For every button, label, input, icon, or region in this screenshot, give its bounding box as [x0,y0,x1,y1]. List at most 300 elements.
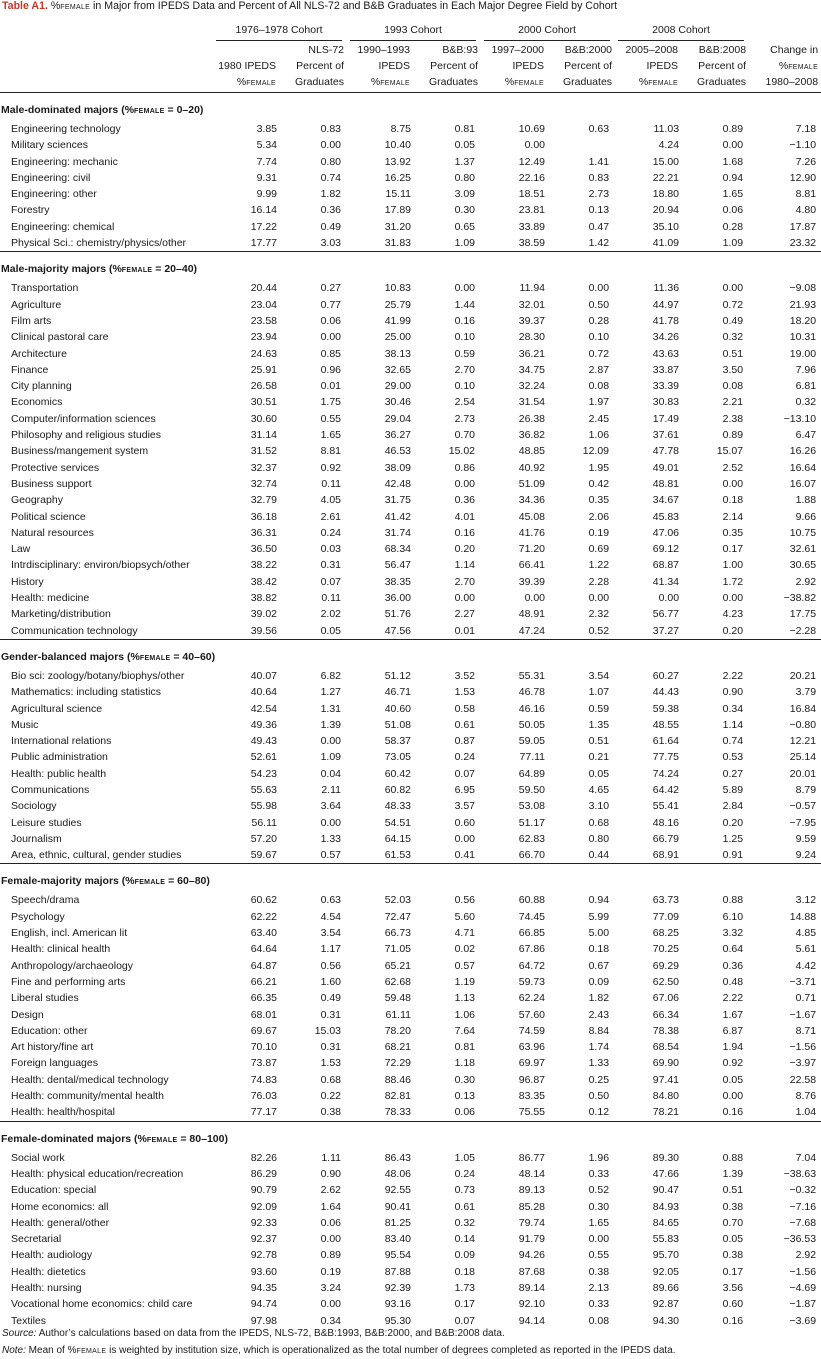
major-name: Physical Sci.: chemistry/physics/other [11,237,187,250]
value-cell: 0.00 [722,592,744,605]
value-cell: 37.61 [652,429,680,442]
value-cell: 0.72 [722,298,744,311]
value-cell: 95.54 [384,1249,411,1262]
major-name: Marketing/distribution [11,608,111,621]
section-header [0,870,821,892]
major-name: Clinical pastoral care [11,331,109,344]
value-cell: 0.49 [722,314,744,327]
value-cell: 47.56 [384,624,411,637]
value-cell: 0.96 [320,363,341,376]
value-cell: 39.37 [518,314,546,327]
change-value: 17.75 [789,608,817,621]
value-cell: 40.92 [518,461,546,474]
value-cell: 0.20 [454,543,476,556]
header-cell: %female [480,74,548,93]
value-cell: 40.60 [384,702,411,715]
value-cell: 69.29 [652,959,680,972]
table-row [0,1104,821,1121]
value-cell: 1.37 [454,155,476,168]
value-cell: 0.61 [454,1200,476,1213]
table-body [0,93,821,1329]
value-cell: 0.05 [722,1233,744,1246]
value-cell: 69.67 [250,1024,277,1037]
value-cell: 89.30 [652,1151,680,1164]
table-row [0,1023,821,1039]
major-name: Mathematics: including statistics [11,686,161,699]
value-cell: 90.47 [652,1184,680,1197]
value-cell: 0.36 [454,494,476,507]
value-cell: 1.25 [722,832,744,845]
table-row [0,925,821,941]
change-value: 14.88 [789,910,817,923]
value-cell: 59.50 [518,783,546,796]
value-cell: 2.21 [722,396,744,409]
value-cell: 0.00 [588,592,610,605]
table-row [0,815,821,831]
change-value: 30.65 [789,559,817,572]
major-name: Business/mangement system [11,445,149,458]
major-name: Health: public health [11,767,107,780]
value-cell: 59.48 [384,992,411,1005]
value-cell: 49.36 [250,718,277,731]
header-cell: IPEDS [646,60,679,72]
value-cell: 0.73 [454,1184,476,1197]
value-cell: 0.83 [588,171,610,184]
value-cell: 62.24 [518,992,546,1005]
value-cell: 38.22 [250,559,277,572]
title-text-pre: % [47,0,61,12]
major-name: Communication technology [11,624,138,637]
value-cell: 55.31 [518,669,546,682]
value-cell: 59.73 [518,975,546,988]
major-name: Health: dental/medical technology [11,1073,169,1086]
major-name: Law [11,543,31,556]
value-cell: 0.77 [320,298,341,311]
major-name: Health: clinical health [11,943,111,956]
value-cell: 1.09 [454,237,476,250]
value-cell: 3.09 [454,188,476,201]
value-cell: 30.46 [384,396,411,409]
value-cell: 83.40 [384,1233,411,1246]
value-cell: 1.65 [588,1216,610,1229]
value-cell: 66.35 [250,992,277,1005]
value-cell: 28.30 [518,331,546,344]
table-row [0,121,821,137]
value-cell: 0.16 [454,314,476,327]
change-value: −4.69 [789,1282,817,1294]
value-cell: 0.51 [722,1184,744,1197]
value-cell: 84.93 [652,1200,680,1213]
value-cell: 3.50 [722,363,744,376]
major-name: Agriculture [11,298,62,311]
table-row [0,411,821,427]
source-note [2,1328,505,1339]
value-cell: 1.13 [454,992,476,1005]
value-cell: 56.11 [251,816,277,829]
value-cell: 54.23 [250,767,277,780]
change-value: 22.58 [789,1073,817,1086]
value-cell: 0.44 [588,849,610,862]
major-name: Forestry [11,204,50,217]
value-cell: 0.07 [454,1314,476,1327]
value-cell: 38.13 [384,347,411,360]
value-cell: 2.11 [321,783,341,796]
change-value: −7.16 [789,1200,817,1213]
value-cell: 43.63 [652,347,680,360]
change-value: −3.97 [789,1057,817,1070]
major-name: English, incl. American lit [11,927,128,940]
value-cell: 5.60 [454,910,476,923]
value-cell: 0.00 [658,592,680,605]
table-row [0,492,821,508]
value-cell: 0.30 [454,1073,476,1086]
value-cell: 48.06 [384,1167,411,1180]
note-label: Note: [2,1345,26,1356]
table-row [0,329,821,345]
value-cell: 0.92 [320,461,341,474]
table-row [0,958,821,974]
value-cell: 72.29 [384,1057,411,1070]
value-cell: 62.22 [250,910,277,923]
value-cell: 64.89 [518,767,546,780]
value-cell: 32.37 [250,461,277,474]
value-cell: 7.64 [454,1024,476,1037]
value-cell: 0.92 [722,1057,744,1070]
value-cell: 32.24 [518,380,546,393]
value-cell: 69.90 [652,1057,680,1070]
value-cell: 52.03 [384,894,411,907]
value-cell: 58.37 [384,735,411,748]
value-cell: 79.74 [518,1216,546,1229]
value-cell: 0.81 [454,123,476,135]
change-value: 8.71 [795,1024,817,1037]
value-cell: 92.09 [250,1200,277,1213]
value-cell: 3.56 [722,1282,744,1294]
value-cell: 0.88 [722,894,744,907]
value-cell: 92.78 [250,1249,277,1262]
value-cell: 0.13 [454,1090,476,1103]
change-value: 6.81 [795,380,817,393]
value-cell: 95.30 [384,1314,411,1327]
value-cell: 23.81 [518,204,546,217]
major-name: Communications [11,783,90,796]
header-cell: 2005–2008 [625,44,679,56]
value-cell: 1.96 [588,1151,610,1164]
value-cell: 64.64 [250,943,277,956]
table-row [0,782,821,798]
value-cell: 66.34 [652,1008,680,1021]
table-row [0,154,821,170]
value-cell: 0.19 [320,1265,341,1278]
value-cell: 92.55 [384,1184,411,1197]
value-cell: 54.51 [384,816,411,829]
value-cell: 2.54 [454,396,476,409]
table-row [0,1150,821,1166]
value-cell: 35.10 [652,220,680,233]
value-cell: 34.67 [652,494,680,507]
value-cell: 41.78 [652,314,680,327]
value-cell: 77.11 [519,751,546,764]
value-cell: 0.00 [454,832,476,845]
change-value: 4.80 [795,204,817,217]
method-note [2,1345,676,1356]
section-title: Female-dominated majors (% [1,1132,147,1145]
value-cell: 66.41 [518,559,546,572]
table-row [0,831,821,847]
value-cell: 94.30 [652,1314,680,1327]
header-cell: 1997–2000 [491,44,545,56]
value-cell: 0.21 [588,751,610,764]
section-range: = 0–20) [164,104,204,116]
change-value: 6.47 [795,429,817,442]
value-cell: 31.74 [384,526,411,539]
value-cell: 0.52 [588,1184,610,1197]
value-cell: 17.22 [250,220,277,233]
header-cell: Percent of [296,60,344,72]
value-cell: 81.25 [384,1216,411,1229]
value-cell: 77.09 [652,910,680,923]
cohort-group-row [0,13,821,42]
value-cell: 53.08 [518,800,546,813]
value-cell: 74.45 [518,910,546,923]
value-cell: 47.66 [652,1167,680,1180]
value-cell: 86.43 [384,1151,411,1164]
value-cell: 18.80 [652,188,680,201]
value-cell: 69.97 [518,1057,546,1070]
major-name: Fine and performing arts [11,975,126,988]
value-cell: 93.16 [384,1298,411,1311]
major-name: Social work [11,1151,65,1164]
major-name: Engineering: chemical [11,220,115,233]
value-cell: 94.74 [250,1298,277,1311]
value-cell: 0.42 [588,477,610,490]
value-cell: 66.79 [652,832,680,845]
value-cell: 1.06 [588,429,610,442]
major-name: Geography [11,494,63,507]
value-cell: 0.10 [588,331,610,344]
change-value: 1.88 [795,494,817,507]
value-cell: 2.13 [588,1282,610,1294]
change-value: 16.84 [789,702,817,715]
value-cell: 18.51 [518,188,546,201]
change-value: 2.92 [795,575,817,588]
value-cell: 0.86 [454,461,476,474]
value-cell: 59.67 [250,849,277,862]
value-cell: 0.17 [722,543,744,556]
value-cell: 68.91 [652,849,680,862]
value-cell: 0.10 [454,331,476,344]
section-title: Male-dominated majors (% [1,104,135,116]
value-cell: 0.38 [588,1265,610,1278]
value-cell: 61.53 [384,849,411,862]
value-cell: 0.00 [454,477,476,490]
change-value: −0.32 [789,1184,817,1197]
value-cell: 0.80 [454,171,476,184]
value-cell: 61.64 [652,735,680,748]
value-cell: 0.90 [722,686,744,699]
value-cell: 92.33 [250,1216,277,1229]
value-cell: 0.00 [320,735,341,748]
value-cell: 0.00 [454,592,476,605]
header-cell: %female [212,74,280,93]
value-cell: 51.08 [384,718,411,731]
major-name: Health: physical education/recreation [11,1167,184,1180]
value-cell: 0.12 [588,1106,610,1119]
value-cell: 0.00 [454,282,476,295]
major-name: Design [11,1008,44,1021]
value-cell: 77.17 [250,1106,277,1119]
value-cell: 60.82 [384,783,411,796]
change-value: −1.67 [789,1008,817,1021]
value-cell: 1.42 [588,237,610,250]
value-cell: 51.17 [518,816,546,829]
change-value: −0.57 [789,800,817,813]
value-cell: 1.75 [320,396,341,409]
value-cell: 33.87 [652,363,680,376]
change-value: 7.26 [795,155,817,168]
value-cell: 1.82 [320,188,341,201]
table-row [0,394,821,410]
value-cell: 1.33 [320,832,341,845]
value-cell: 1.74 [588,1041,610,1054]
value-cell: 0.74 [722,735,744,748]
value-cell: 1.14 [454,559,476,572]
value-cell: 0.35 [722,526,744,539]
value-cell: 62.68 [384,975,411,988]
table-row [0,941,821,957]
value-cell: 1.31 [320,702,341,715]
value-cell: 29.04 [384,412,411,425]
value-cell: 60.27 [652,669,680,682]
value-cell: 0.27 [722,767,744,780]
major-name: Engineering: other [11,188,97,201]
section-range: = 80–100) [177,1132,228,1145]
table-row [0,460,821,476]
value-cell: 3.54 [320,927,341,940]
value-cell: 48.85 [518,445,546,458]
major-name: Speech/drama [11,894,80,907]
value-cell: 0.88 [722,1151,744,1164]
table-row [0,1199,821,1215]
value-cell: 4.01 [454,510,476,523]
value-cell: 0.00 [722,139,744,152]
value-cell: 0.53 [722,751,744,764]
value-cell: 78.20 [384,1024,411,1037]
table-row [0,297,821,313]
value-cell: 41.09 [652,237,680,250]
value-cell: 73.87 [250,1057,277,1070]
value-cell: 0.35 [588,494,610,507]
value-cell: 78.38 [652,1024,680,1037]
value-cell: 47.78 [652,445,680,458]
section-title: Gender-balanced majors (% [1,650,140,663]
value-cell: 0.01 [320,380,341,393]
value-cell: 0.24 [454,1167,476,1180]
major-name: Business support [11,477,92,490]
value-cell: 50.05 [518,718,546,731]
header-row-3 [0,74,821,93]
value-cell: 59.38 [652,702,680,715]
value-cell: 0.68 [588,816,610,829]
value-cell: 40.07 [250,669,277,682]
value-cell: 70.10 [250,1041,277,1054]
value-cell: 39.56 [250,624,277,637]
value-cell: 0.61 [454,718,476,731]
value-cell: 0.55 [588,1249,610,1262]
value-cell: 31.83 [384,237,411,250]
value-cell: 3.03 [320,237,341,250]
section-title: Male-majority majors (% [1,263,122,276]
cohort-1993: 1993 Cohort [346,13,480,42]
major-name: Vocational home economics: child care [11,1298,193,1311]
table-row [0,509,821,525]
value-cell: 30.83 [652,396,680,409]
change-value: 8.76 [795,1090,817,1103]
value-cell: 3.52 [454,669,476,682]
value-cell: 59.05 [518,735,546,748]
value-cell: 1.14 [722,718,744,731]
major-name: Protective services [11,461,100,474]
value-cell: 24.63 [250,347,277,360]
value-cell: 0.89 [722,429,744,442]
value-cell: 0.16 [722,1106,744,1119]
value-cell: 57.20 [250,832,277,845]
value-cell: 73.05 [384,751,411,764]
header-cell: Graduates [682,74,748,93]
value-cell: 11.94 [519,282,546,295]
source-label: Source: [2,1328,37,1339]
value-cell: 0.00 [320,331,341,344]
section-header [0,258,821,280]
value-cell: 92.39 [384,1282,411,1294]
value-cell: 0.52 [588,624,610,637]
major-name: Textiles [11,1314,47,1327]
value-cell: 48.33 [384,800,411,813]
value-cell: 36.82 [518,429,546,442]
value-cell: 60.62 [250,894,277,907]
change-value: −2.28 [789,624,817,637]
value-cell: 0.02 [454,943,476,956]
value-cell: 0.11 [321,477,341,490]
value-cell: 22.21 [652,171,680,184]
value-cell: 26.58 [250,380,277,393]
table-row [0,590,821,606]
header-row-2 [0,58,821,74]
value-cell: 55.63 [250,783,277,796]
change-value: 7.04 [795,1151,817,1164]
value-cell: 0.31 [320,1008,341,1021]
value-cell: 64.15 [384,832,411,845]
change-value: 9.59 [795,832,817,845]
table-row [0,202,821,218]
value-cell: 0.31 [320,1041,341,1054]
value-cell: 36.50 [250,543,277,556]
value-cell: 20.44 [250,282,277,295]
value-cell: 0.91 [722,849,744,862]
value-cell: 29.00 [384,380,411,393]
value-cell: 0.85 [320,347,341,360]
table-header [0,13,821,93]
value-cell: 32.74 [250,477,277,490]
value-cell: 89.66 [652,1282,680,1294]
value-cell: 32.65 [384,363,411,376]
value-cell: 0.00 [320,139,341,152]
value-cell: 2.45 [588,412,610,425]
value-cell: 87.88 [384,1265,411,1278]
value-cell: 6.87 [722,1024,744,1037]
value-cell: 92.37 [250,1233,277,1246]
major-name: Health: dietetics [11,1265,86,1278]
